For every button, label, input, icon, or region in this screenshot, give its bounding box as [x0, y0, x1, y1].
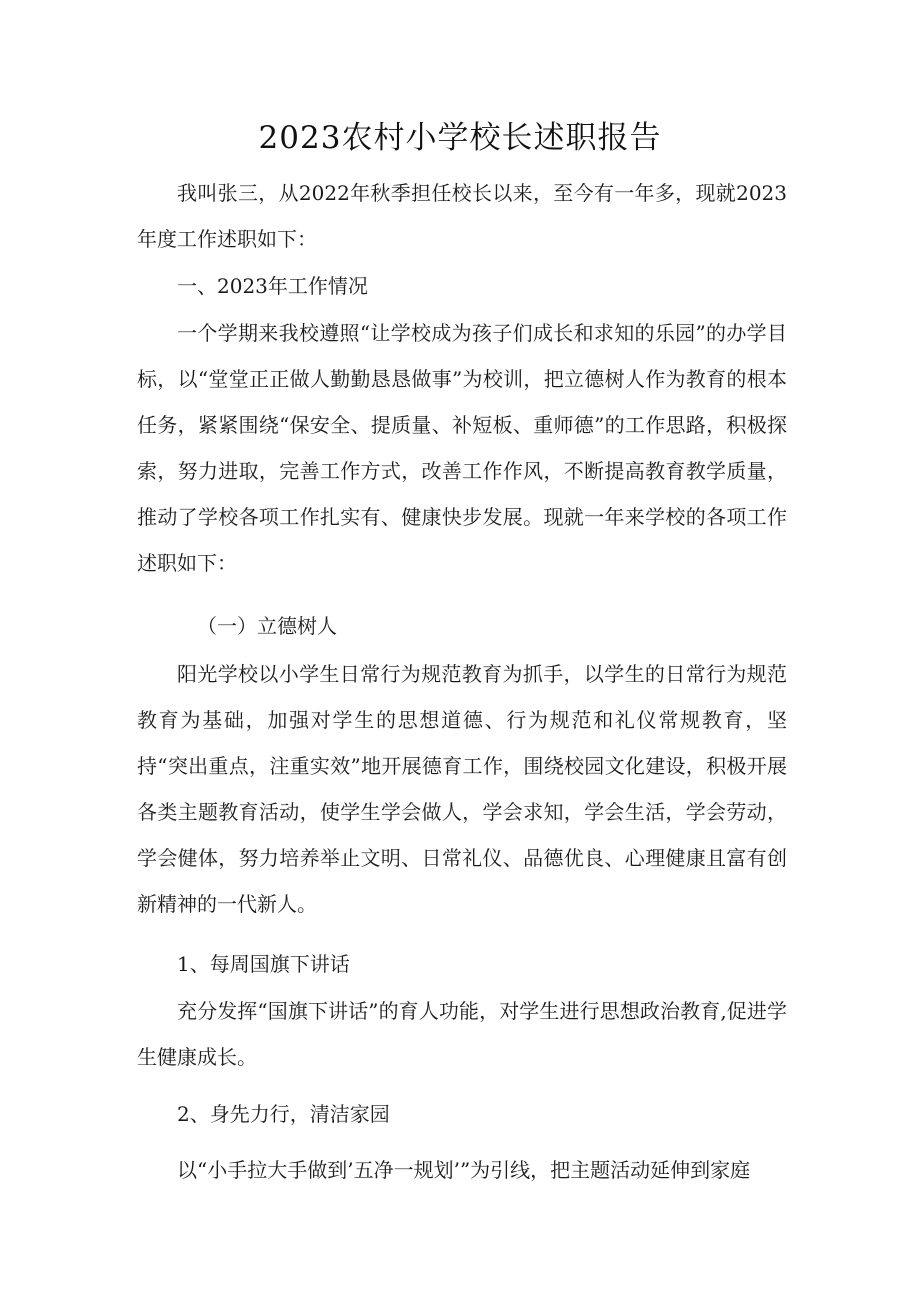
- document-title: 2023农村小学校长述职报告: [258, 120, 662, 156]
- intro-paragraph: 我叫张三，从2022年秋季担任校长以来，至今有一年多，现就2023年度工作述职如下：: [137, 181, 787, 251]
- subsection-heading-moral-education: （一）立德树人: [197, 614, 337, 638]
- item-heading-clean-home: 2、身先力行，清洁家园: [177, 1102, 390, 1126]
- clean-home-paragraph: 以“小手拉大手做到’五净一规划’”为引线，把主题活动延伸到家庭: [177, 1158, 751, 1182]
- flag-speech-paragraph: 充分发挥“国旗下讲话”的育人功能，对学生进行思想政治教育,促进学生健康成长。: [137, 999, 787, 1069]
- moral-education-paragraph: 阳光学校以小学生日常行为规范教育为抓手，以学生的日常行为规范教育为基础，加强对学生的思想道德、行为规范和礼仪常规教育，坚持“突出重点，注重实效”地开展德育工作，围绕校园文化建设，积极开展各类主题教育活动，使学生学会做人，学会求知，学会生活，学会劳动，学会健体，努力培养举止文明、日常礼仪、品德优良、心理健康且富有创新精神的一代新人。: [137, 662, 787, 916]
- work-overview-paragraph: 一个学期来我校遵照“让学校成为孩子们成长和求知的乐园”的办学目标，以“堂堂正正做人勤勤恳恳做事”为校训，把立德树人作为教育的根本任务，紧紧围绕“保安全、提质量、补短板、重师德”的工作思路，积极探索，努力进取，完善工作方式，改善工作作风，不断提高教育教学质量，推动了学校各项工作扎实有、健康快步发展。现就一年来学校的各项工作述职如下：: [137, 321, 787, 575]
- section-heading-work-status: 一、2023年工作情况: [177, 274, 368, 298]
- item-heading-flag-speech: 1、每周国旗下讲话: [177, 952, 350, 976]
